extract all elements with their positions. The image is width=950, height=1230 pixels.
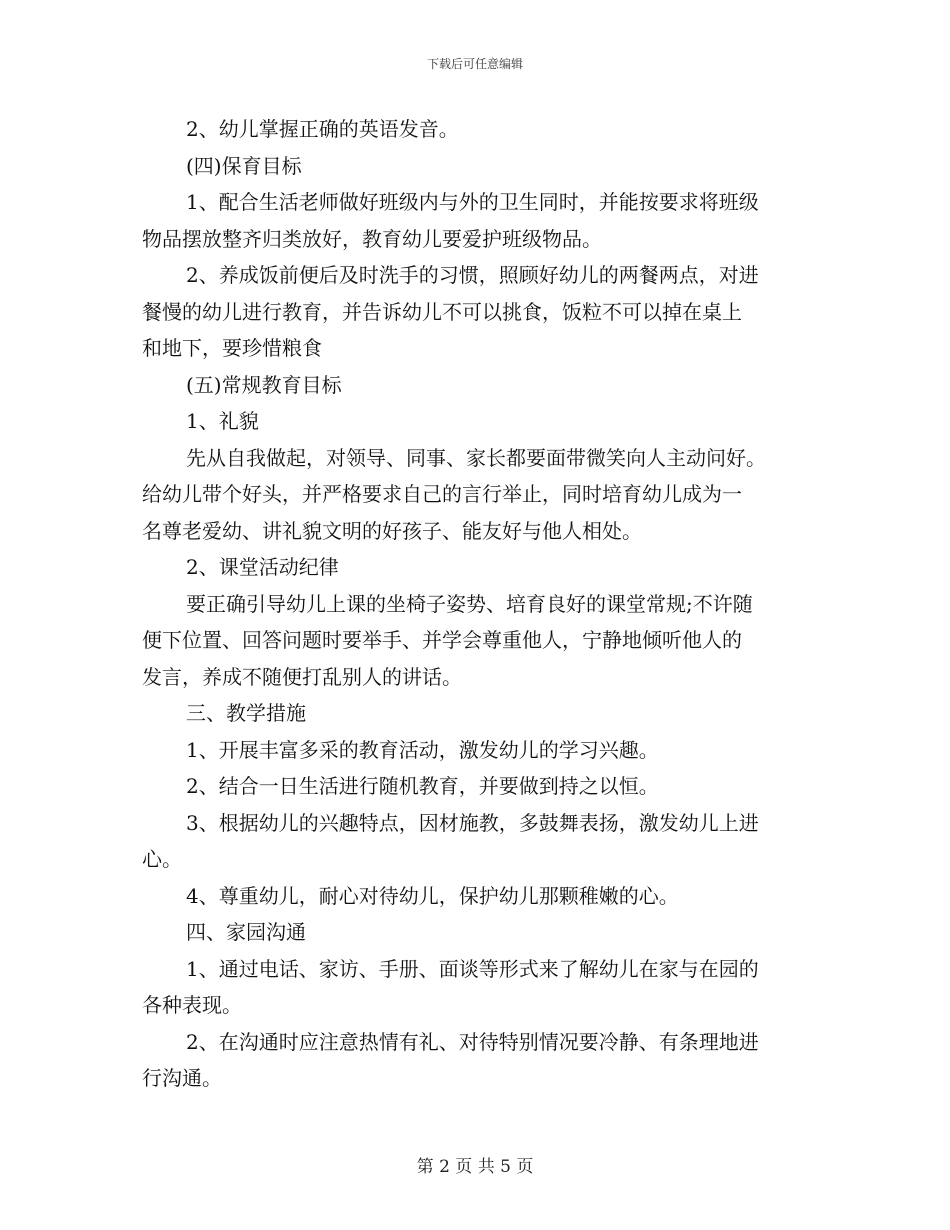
text-line: 给幼儿带个好头，并严格要求自己的言行举止，同时培育幼儿成为一 [142, 482, 742, 506]
text-line: 2、课堂活动纪律 [186, 555, 339, 579]
text-line: 1、开展丰富多采的教育活动，激发幼儿的学习兴趣。 [186, 737, 659, 762]
text-line: (四)保育目标 [186, 153, 302, 178]
text-line: 发言，养成不随便打乱别人的讲话。 [142, 664, 462, 689]
text-line: 名尊老爱幼、讲礼貌文明的好孩子、能友好与他人相处。 [142, 518, 642, 543]
text-line: 3、根据幼儿的兴趣特点，因材施教，多鼓舞表扬，激发幼儿上进 [186, 810, 759, 835]
text-line: 便下位置、回答问题时要举手、并学会尊重他人，宁静地倾听他人的 [142, 628, 742, 652]
text-line: 4、尊重幼儿，耐心对待幼儿，保护幼儿那颗稚嫩的心。 [186, 883, 679, 908]
text-line: 心。 [142, 847, 182, 871]
text-line: 和地下，要珍惜粮食 [142, 336, 322, 360]
text-line: (五)常规教育目标 [186, 372, 342, 397]
text-line: 各种表现。 [142, 993, 242, 1017]
text-line: 1、通过电话、家访、手册、面谈等形式来了解幼儿在家与在园的 [186, 956, 759, 981]
text-line: 2、幼儿掌握正确的英语发音。 [186, 117, 459, 141]
text-line: 1、礼貌 [186, 409, 259, 433]
text-line: 要正确引导幼儿上课的坐椅子姿势、培育良好的课堂常规;不许随 [186, 591, 753, 616]
page-footer: 第 2 页 共 5 页 [416, 1157, 534, 1177]
document-body [142, 111, 810, 1097]
text-line: 2、结合一日生活进行随机教育，并要做到持之以恒。 [186, 774, 659, 798]
text-line: 物品摆放整齐归类放好，教育幼儿要爱护班级物品。 [142, 226, 602, 251]
text-line: 先从自我做起，对领导、同事、家长都要面带微笑向人主动问好。 [186, 445, 766, 470]
text-line: 餐慢的幼儿进行教育，并告诉幼儿不可以挑食，饭粒不可以掉在桌上 [142, 299, 742, 324]
text-line: 四、家园沟通 [186, 920, 306, 944]
page-header: 下载后可任意编辑 [426, 57, 523, 71]
text-line: 行沟通。 [142, 1066, 222, 1090]
text-line: 三、教学措施 [186, 701, 306, 725]
text-line: 2、在沟通时应注意热情有礼、对待特别情况要冷静、有条理地进 [186, 1029, 759, 1054]
text-line: 1、配合生活老师做好班级内与外的卫生同时，并能按要求将班级 [186, 190, 759, 214]
text-line: 2、养成饭前便后及时洗手的习惯，照顾好幼儿的两餐两点，对进 [186, 263, 759, 287]
